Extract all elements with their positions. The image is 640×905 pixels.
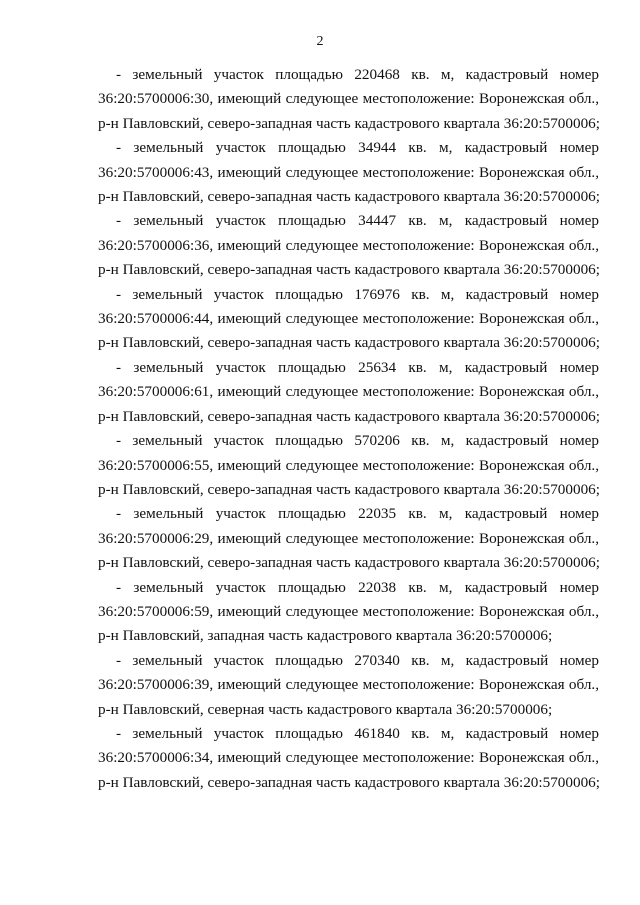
entry-line: р-н Павловский, северо-западная часть кадастрового квартала 36:20:5700006; (98, 407, 600, 425)
entry-line: 36:20:5700006:44, имеющий следующее местоположение: Воронежская обл., (98, 310, 599, 328)
land-plot-entry (98, 356, 599, 429)
entry-line: р-н Павловский, северо-западная часть кадастрового квартала 36:20:5700006; (98, 480, 600, 498)
entry-line: р-н Павловский, западная часть кадастрового квартала 36:20:5700006; (98, 627, 553, 645)
entry-line: р-н Павловский, северо-западная часть кадастрового квартала 36:20:5700006; (98, 188, 600, 206)
entry-line: - земельный участок площадью 22035 кв. м, кадастровый номер (116, 505, 599, 523)
land-plot-entry (98, 63, 599, 136)
entry-line: - земельный участок площадью 34447 кв. м, кадастровый номер (116, 212, 599, 230)
page-number: 2 (316, 34, 324, 49)
land-plot-entry (98, 722, 599, 795)
entry-line: р-н Павловский, северо-западная часть кадастрового квартала 36:20:5700006; (98, 261, 600, 279)
land-plot-entry (98, 429, 599, 502)
entry-line: 36:20:5700006:39, имеющий следующее местоположение: Воронежская обл., (98, 676, 599, 694)
land-plot-entry (98, 283, 599, 356)
entry-line: 36:20:5700006:55, имеющий следующее местоположение: Воронежская обл., (98, 456, 599, 474)
land-plot-entry (98, 502, 599, 575)
entry-line: 36:20:5700006:30, имеющий следующее местоположение: Воронежская обл., (98, 90, 599, 108)
entry-line: 36:20:5700006:34, имеющий следующее местоположение: Воронежская обл., (98, 749, 599, 767)
land-plot-entry (98, 136, 599, 209)
land-plot-entry (98, 209, 599, 282)
entry-line: 36:20:5700006:61, имеющий следующее местоположение: Воронежская обл., (98, 383, 599, 401)
document-body (98, 63, 599, 795)
entry-line: р-н Павловский, северо-западная часть кадастрового квартала 36:20:5700006; (98, 554, 600, 572)
entry-line: р-н Павловский, северо-западная часть кадастрового квартала 36:20:5700006; (98, 773, 600, 791)
entry-line: 36:20:5700006:59, имеющий следующее местоположение: Воронежская обл., (98, 602, 599, 620)
entry-line: р-н Павловский, северо-западная часть кадастрового квартала 36:20:5700006; (98, 114, 600, 132)
entry-line: 36:20:5700006:43, имеющий следующее местоположение: Воронежская обл., (98, 163, 599, 181)
entry-line: - земельный участок площадью 34944 кв. м, кадастровый номер (116, 139, 599, 157)
entry-line: - земельный участок площадью 461840 кв. м, кадастровый номер (116, 724, 599, 742)
entry-line: 36:20:5700006:36, имеющий следующее местоположение: Воронежская обл., (98, 236, 599, 254)
entry-line: - земельный участок площадью 270340 кв. м, кадастровый номер (116, 651, 599, 669)
land-plot-entry (98, 576, 599, 649)
entry-line: - земельный участок площадью 176976 кв. м, кадастровый номер (116, 285, 599, 303)
entry-line: - земельный участок площадью 25634 кв. м, кадастровый номер (116, 358, 599, 376)
entry-line: р-н Павловский, северо-западная часть кадастрового квартала 36:20:5700006; (98, 334, 600, 352)
entry-line: - земельный участок площадью 570206 кв. м, кадастровый номер (116, 432, 599, 450)
entry-line: - земельный участок площадью 22038 кв. м, кадастровый номер (116, 578, 599, 596)
entry-line: - земельный участок площадью 220468 кв. м, кадастровый номер (116, 66, 599, 83)
entry-line: 36:20:5700006:29, имеющий следующее местоположение: Воронежская обл., (98, 529, 599, 547)
land-plot-entry (98, 649, 599, 722)
entry-line: р-н Павловский, северная часть кадастрового квартала 36:20:5700006; (98, 700, 553, 718)
